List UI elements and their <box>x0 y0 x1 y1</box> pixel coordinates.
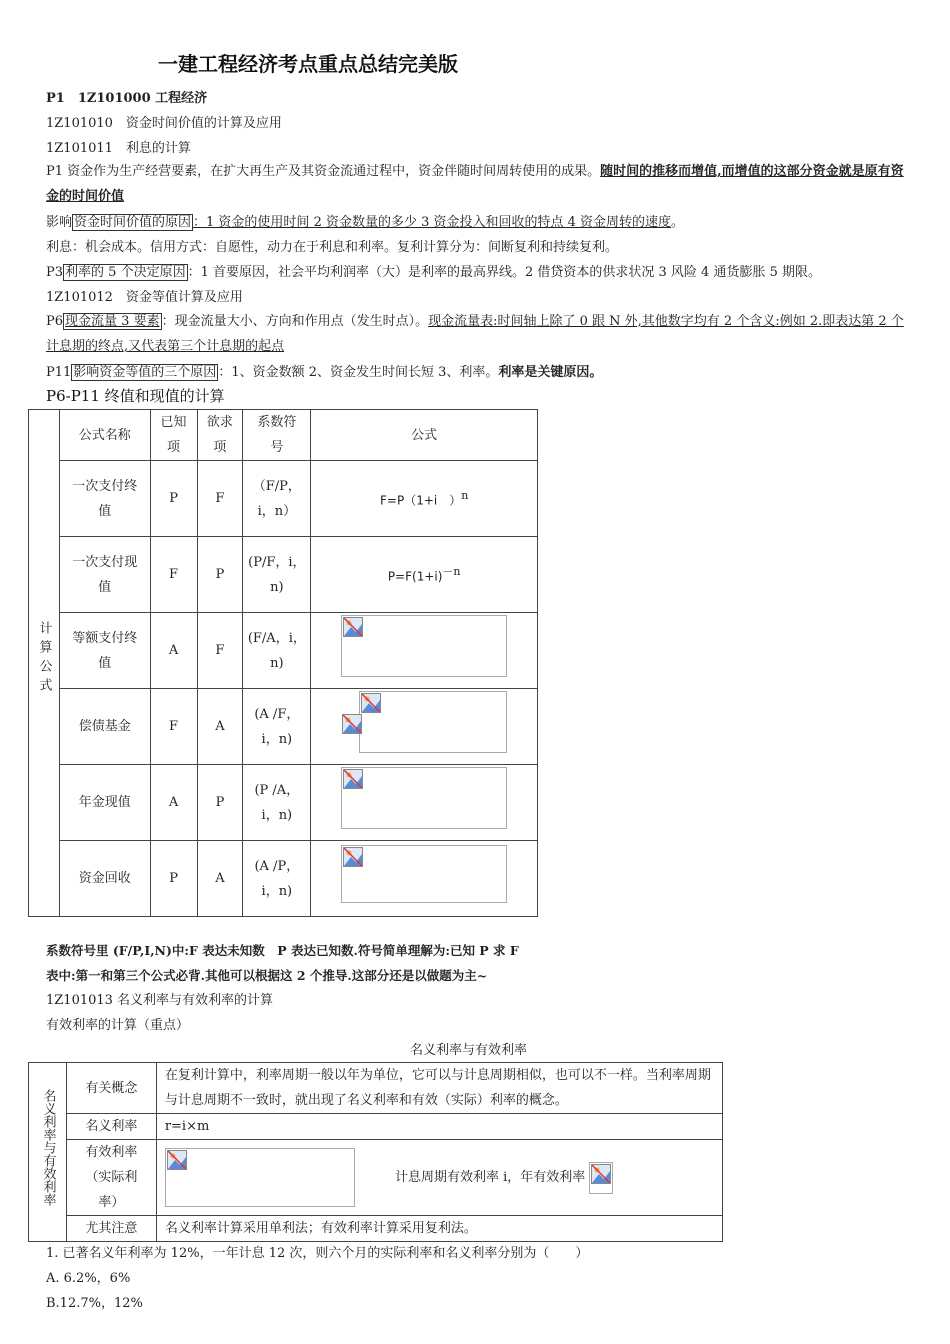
p6-prefix: P6 <box>46 314 64 329</box>
rate-label: 名义利率 <box>66 1114 156 1140</box>
table-row <box>29 841 538 917</box>
row-symbol: (P /A，i，n) <box>243 765 311 841</box>
section-heading-p6-p11: P6-P11 终值和现值的计算 <box>46 387 225 405</box>
p3-boxed: 利率的 5 个决定原因 <box>65 265 186 280</box>
question-text: 1. 已著名义年利率为 12%，一年计息 12 次，则六个月的实际利率和名义利率分别为（ ） <box>46 1246 589 1261</box>
formula-image <box>589 1162 613 1194</box>
row-seek: F <box>197 613 243 689</box>
row-seek: P <box>197 765 243 841</box>
p3-text: ：1 首要原因，社会平均利润率（大）是利率的最高界线。2 借贷资本的供求状况 3 风险 4 通货膨胀 5 期限。 <box>187 265 821 280</box>
rate-label: 有效利率（实际利率） <box>66 1140 156 1216</box>
table2-caption: 名义利率与有效利率 <box>410 1043 528 1058</box>
p11-emphasis: 利率是关键原因。 <box>498 365 603 380</box>
page-title: 一建工程经济考点重点总结完美版 <box>158 52 458 76</box>
header-name: 公式名称 <box>59 410 150 461</box>
section-1z101012: 1Z101012 资金等值计算及应用 <box>46 290 243 305</box>
p6-paragraph <box>46 309 908 359</box>
broken-image-icon <box>342 714 362 734</box>
note-table: 表中:第一和第三个公式必背.其他可以根据这 2 个推导.这部分还是以做题为主~ <box>46 968 488 983</box>
row-symbol: (P/F，i，n) <box>243 537 311 613</box>
option-a: A. 6.2%，6% <box>46 1271 131 1286</box>
row-formula-image <box>311 765 538 841</box>
header-known: 已知项 <box>150 410 197 461</box>
broken-image-icon <box>167 1150 187 1170</box>
p6-cashflow: 现金流量表:时间轴上除了 0 跟 N 外,其他数字均有 2 个含义:例如 2.即表达第 2 个计息期的终点,又代表第三个计息期的起点 <box>46 314 904 354</box>
broken-image-icon <box>591 1164 611 1184</box>
p1-text: P1 资金作为生产经营要素，在扩大再生产及其资金流通过程中，资金伴随时间周转使用的成果。 <box>46 164 601 179</box>
p1-emphasis: 随时间的推移而增值,而增值的这部分资金就是原有资金的时间价值 <box>46 164 904 204</box>
rate-table <box>28 1062 723 1242</box>
section-1z101010: 1Z101010 资金时间价值的计算及应用 <box>46 116 282 131</box>
row-seek: A <box>197 841 243 917</box>
p1-heading: P1 1Z101000 工程经济 <box>46 91 208 106</box>
row-name: 偿债基金 <box>59 689 150 765</box>
p11-boxed: 影响资金等值的三个原因 <box>73 365 217 380</box>
row-known: F <box>150 537 197 613</box>
rate-table-side-label: 名义利率与有效利率 <box>29 1063 67 1242</box>
row-name: 一次支付现值 <box>59 537 150 613</box>
row-known: P <box>150 841 197 917</box>
p3-prefix: P3 <box>46 265 64 280</box>
row-seek: P <box>197 537 243 613</box>
broken-image-icon <box>343 847 363 867</box>
row-name: 资金回收 <box>59 841 150 917</box>
row-known: F <box>150 689 197 765</box>
rate-content: 计息周期有效利率 i，年有效利率 <box>394 1170 586 1185</box>
row-symbol: （F/P，i，n） <box>243 461 311 537</box>
broken-image-icon <box>343 617 363 637</box>
p11-prefix: P11 <box>46 365 72 380</box>
rate-content: 名义利率计算采用单利法；有效利率计算采用复利法。 <box>156 1216 722 1242</box>
table-row <box>29 537 538 613</box>
influence-end: 。 <box>671 215 685 230</box>
interest-line: 利息：机会成本。信用方式：自愿性，动力在于利息和利率。复利计算分为：间断复利和持续复利。 <box>46 240 619 255</box>
row-seek: A <box>197 689 243 765</box>
p1-paragraph <box>46 159 908 209</box>
broken-image-icon <box>361 693 381 713</box>
p11-text: ：1、资金数额 2、资金发生时间长短 3、利率。 <box>218 365 499 380</box>
row-symbol: (A /F，i，n) <box>243 689 311 765</box>
p3-line <box>46 264 821 282</box>
rate-content-row <box>156 1140 722 1216</box>
formula-table <box>28 409 538 917</box>
header-seek: 欲求项 <box>197 410 243 461</box>
influence-line <box>46 214 684 232</box>
section-1z101013: 1Z101013 名义利率与有效利率的计算 <box>46 993 274 1008</box>
broken-image-icon <box>343 769 363 789</box>
formula-table-side-label: 计算公式 <box>29 410 60 917</box>
row-name: 一次支付终值 <box>59 461 150 537</box>
row-formula-image <box>311 689 538 765</box>
table-row <box>29 689 538 765</box>
row-seek: F <box>197 461 243 537</box>
p11-line <box>46 364 602 382</box>
table-row <box>29 613 538 689</box>
row-known: P <box>150 461 197 537</box>
section-1z101011: 1Z101011 利息的计算 <box>46 141 191 156</box>
rate-content: r=i×m <box>156 1114 722 1140</box>
p6-boxed: 现金流量 3 要素 <box>65 314 160 329</box>
influence-prefix: 影响 <box>46 215 73 230</box>
row-formula: F=P（1+i ）$^n$ <box>311 461 538 537</box>
influence-boxed: 资金时间价值的原因 <box>74 215 192 230</box>
row-known: A <box>150 613 197 689</box>
table-row <box>29 765 538 841</box>
rate-label: 有关概念 <box>66 1063 156 1114</box>
row-symbol: (A /P，i，n) <box>243 841 311 917</box>
note-symbol: 系数符号里 (F/P,I,N)中:F 表达未知数 P 表达已知数.符号简单理解为:已知 P 求 F <box>46 943 519 958</box>
p6-text: ：现金流量大小、方向和作用点（发生时点）。 <box>161 314 429 329</box>
effective-rate-heading: 有效利率的计算（重点） <box>46 1018 190 1033</box>
header-symbol: 系数符号 <box>243 410 311 461</box>
row-symbol: (F/A，i，n) <box>243 613 311 689</box>
row-known: A <box>150 765 197 841</box>
rate-label: 尤其注意 <box>66 1216 156 1242</box>
rate-content: 在复利计算中，利率周期一般以年为单位，它可以与计息周期相似，也可以不一样。当利率周期与计息周期不一致时，就出现了名义利率和有效（实际）利率的概念。 <box>156 1063 722 1114</box>
formula-image <box>165 1148 355 1207</box>
row-name: 等额支付终值 <box>59 613 150 689</box>
row-formula-image <box>311 841 538 917</box>
table-row <box>29 461 538 537</box>
influence-reasons: ：1 资金的使用时间 2 资金数量的多少 3 资金投入和回收的特点 4 资金周转的速度 <box>193 215 672 230</box>
row-formula: $P=F(1+i)^{-n}$ <box>311 537 538 613</box>
header-formula: 公式 <box>311 410 538 461</box>
row-name: 年金现值 <box>59 765 150 841</box>
row-formula-image <box>311 613 538 689</box>
option-b: B.12.7%，12% <box>46 1296 143 1311</box>
